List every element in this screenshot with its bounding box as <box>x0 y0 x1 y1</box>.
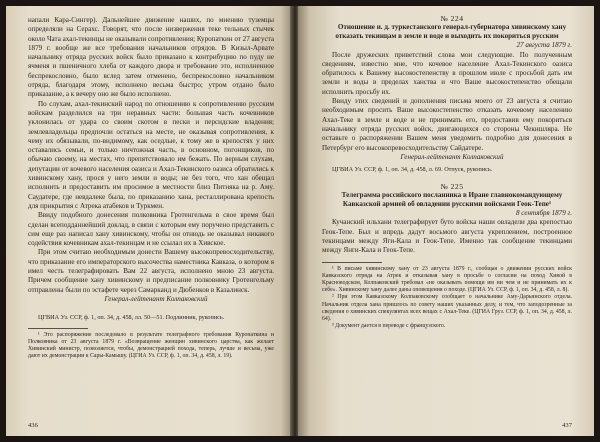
right-page <box>298 6 594 436</box>
left-page-body <box>28 16 274 361</box>
right-page-body <box>322 14 572 330</box>
document-heading: Отношение и. д. туркестанского генерал-губернатора хивинскому хану отказать текинцам в земле и воде и выходить их покориться русским <box>335 23 567 41</box>
footnote: ¹ В письме хивинскому хану от 23 августа 1879 г., сообщая о движении русских войск Кавказского отряда на Атрек и отказывая хану в просьбе о согласии на поход Хивой в Красноводском, Колпаковский требовал «не оказывать помощи им ни чем и не принимать их к себе». Хивинскому хану далее даны оповещения о походе. (ЦГИА Уз. ССР, ф. 1, оп. 34, д. 458, л. 8). <box>322 265 572 294</box>
paragraph: При этом считаю необходимым донести Вашему высокопревосходительству, что приказание его императорского высочества наместника Кавказа, о котором я имел честь телеграфировать Вам 22 августа, исполнено мною 23 августа. Причем сообщение хану хивинскому и предписание полковнику Гротенгельму отправлены были по эстафете через Самарканд и Дюбенков в Казалинск. <box>28 248 274 294</box>
paragraph: По слухам, ахал-текинский народ по отношению к сопротивлению русским войскам разделился на три неравных части: большая часть кочевников уклонилась от удара со своим скотом в пески и персидские владения; землевладельцы предпочли остаться на месте, не оказывая сопротивления, к чему их обязывали, по-видимому, как оседлые, к тому же в крепостях у них оставались семьи, и только ничтожная часть, в основном, погонщиков, по обычаю своему, на местах, что препятствовало им бежать. По верным слухам, депутации от кочевого населения оазиса и Ахал-Текинского оазиса обратились к хивинскому хану, прося у него земли и воды; не без того, что хан обещал исполнить и предоставить им просимое в местности близ Питняка на р. Аму. Саудатере, где невдалеке была, по приказанию хана, ресталлирована крепость для прикрытия с Атрека атабеков и Туркмен. <box>28 99 274 210</box>
footnote: ² При этом Кавказскому Колпаковскому сообщает о начальнике Аму-Дарьинского отдела. Начальник отдела хана пришлось по совету наших указанных делу, и тем, что заподозренные за сведения о хивинских спекулянтах всех вещах с Ахал-Теке. (ЦГИА Груз. ССР, ф. 1, оп. 34, д. 458, л. 64). <box>322 294 572 322</box>
paragraph: напали Кара-Сингер). Дальнейшее движение наших, по мнению туземцы определяли на Серахс. Говорят, что после низверження теке тельных стычек около Чата ахал-текинцы не оказывали сопротивления; Куропаткин от 27 августа 1879 г. вообще же все требования начальников отрядов. В Кизыл-Арвате начальнику отряда русских войск было приказано к контрибуцию по пуду не ячменя и пшеничного хлеба от каждого двора и требование это, исполненное беспрекословно, было вслед затем отменено, беспрекословно начальником отряда, благодаря этому, исполнено весьма быстро; утром отдано было приказание, а к вечеру оно же было исполнено. <box>28 16 274 99</box>
document-date: 27 августа 1879 г. <box>516 41 572 50</box>
document-heading: Телеграмма российского посланника в Иране главнокомандующему Кавказской армией об овладении русскими войсками Геок-Тепе¹ <box>341 191 563 209</box>
source-reference: ЦГВИА Уз. ССР, ф. 1, оп. 34, д. 458, л. 69. Отпуск, рукопись. <box>332 166 493 174</box>
footnote-divider <box>28 328 88 329</box>
signature: Генерал-лейтенант Колпаковский <box>400 152 504 161</box>
document-number: № 225 <box>440 181 464 191</box>
paragraph: После дружеских приветствий слова мои следующие. По полученным сведениям, известно мне, что кочевое население Ахал-Текинского оазиса обратилось к Вашему высокостепенству в прошлом июле с просьбой дать им земли и воды в пределах ханства и что Ваше высокостепенство обещали исполнить просьбу их. <box>322 50 572 96</box>
page-number: 436 <box>28 422 38 429</box>
paragraph: Ввиду этих сведений и дополнения письма моего от 23 августа я считаю необходимым просить Ваше высокостепенство отказать кочевому населению Ахал-Теке в земле и воде и не принимать его, предоставив ему покориться начальнику отряда русских войск, двигающихся со стороны Чекишляра. Не оставьте о распоряжении Вашем меня уведомить подробно для донесения в Петербург его высокопревосходительству Сайдатере. <box>322 97 572 152</box>
footnote: ¹ Это распоряжение последовало в результате телеграфного требования Куропаткина и Полковника от 23 августа 1879 г. «Возвращение женщин хивинского царства, как желает Хивинский министр, позволяется, чтобы, демонстрацией похода, теперь, лучше и весьма, уже дают их демонстрации к Сары-Камышу. (ЦГИА Уз. ССР, ф. 1, оп. 34, д. 458, л. 19). <box>28 331 274 360</box>
paragraph: Ввиду подобного донесения полковника Гротенгельма в свое время был сделан всеподданнейший доклад, в связи с которым ему поручено представить с сим еще раз написал хану хивинскому, чтобы он отнюдь не оказывал никакого содействия кочевникам ахал-текинцам и не ссылал их в Хивское. <box>28 211 274 248</box>
document-date: 8 сентября 1879 г. <box>515 209 572 218</box>
page-number: 437 <box>562 422 572 429</box>
source-reference: ЦГВИА Уз. ССР, ф. 1, оп. 34, д. 458, лл. 50—51. Подлинник, рукопись. <box>38 314 225 322</box>
document-number: № 224 <box>440 14 464 23</box>
paragraph: Кучанский ильхани телеграфирует буто войска наши овладели два крепостью Геок-Тепе. Был и впредь дадут восьмого августа укреплением, построенное текинцами между Яги-Кала и Геок-Тепе. Именно так сообщение текинцами между Янги-Кала и Геок-Тепе. <box>322 218 572 255</box>
footnote-divider <box>322 262 382 263</box>
signature: Генерал-лейтенант Колпаковский <box>104 294 208 303</box>
open-book <box>6 6 594 436</box>
left-page <box>6 6 292 436</box>
footnote: ³ Документ дается в переводе с французского. <box>332 323 446 330</box>
